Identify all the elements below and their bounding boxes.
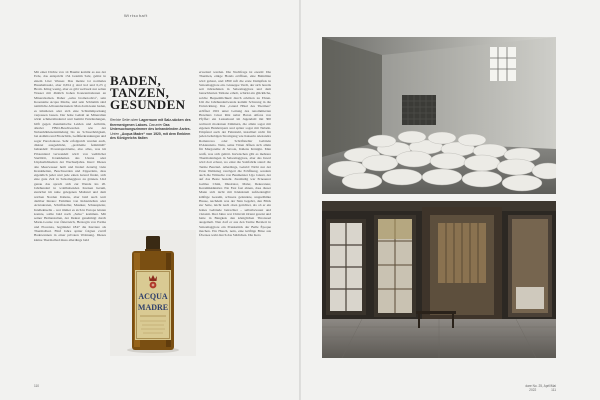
caption-label-2: Darunter bbox=[148, 122, 163, 127]
bottle-brand-top: ACQUA bbox=[138, 292, 168, 301]
bottle-photo bbox=[110, 230, 196, 356]
page-number-right: 111 bbox=[551, 388, 556, 392]
caption-label-1: Rechte Seite oben bbox=[110, 118, 139, 122]
section-label: Wirtschaft bbox=[124, 13, 148, 18]
salt-sacks-image bbox=[322, 37, 556, 194]
storage-room-photo bbox=[322, 37, 556, 194]
page-number-left: 110 bbox=[34, 384, 40, 388]
bottle-brand-bottom: MADRE bbox=[137, 303, 169, 312]
page-gutter bbox=[299, 0, 301, 400]
article-column-1: Mit einer Dichte von 14 Baumé kommt es aus der Erde, das entspricht 154 Gramm Salz, gelöst in einem Liter Wasser. Das meiste ist normales Haushaltssalz, aber 0,654 g sind Iod und 0,23 g Brom. Kling wenig, aber es gibt weltweit nur selten Wasser mit ähnlich hohen Konzentrationen an Mineralsalzen. Daher „salsa bromoiodica“, sein Kosename Acqua Madre, und sein Schlamm sind natürliche Allroundarzneien: Man darin kann baden, es inhalieren oder sich eine Schlammpackung verpassen lassen. Der hohe Gehalt an Mineralien wirkt schmerzlindernd und hemmt Entzündungen, hilft gegen rheumatische Leiden und Arthritis, allerlei HNO-Beschwerden wie der Nebenhöhlenentzündung bis zu Schwerhörigkeit, bei Asthma und Bronchitis, Gefäßerkrankungen und sogar Parodontose. Sehr erfolgreich wurden auch, diskret ausgedrückt, „probleme femminili“ behandelt: Prostataprobleme, also alles, was im Pilotenland verwandelt wird: von weiblicher Sterilität, Krankheiten des Uterus oder Unpässlichkeiten der Wechseljahre. Kurz: Dieses alte Meerwasser heilt und lindert derartig viele Krankheiten, Beschwerden und Zipperlein, dass eigentlich jeder und jede einen Grund findet, sich eine gute Zeit in Salsomaggiore zu gönnen. Und genau das sprach sich zur Wende ins 20. Jahrhundert in wohlhabenden Kreisen herum, zunächst im nahe gelegenen Mailand und dem reichen Norden Italiens, aber bald auch weit darüber hinaus: Familien von Industriellen oder Aristokraten, Schriftsteller, Musiker, Schauspieler, Intellektuelle – wer immer es sich in Europa leisten konnte, sollte bald nach „Salso“ kommen. Mit seiner Heilanstalten, der Dekret genehmigt durch Marie-Louise von Österreich, Herzogin von Parma und Piacenza, begründet 1847 die Karriere als Thermalbad. Fünf Jahre später folgten zwölf Badewannen in einer privaten Wohnung. Dieses kleine Thermalbad muss allerdings bald bbox=[34, 70, 106, 242]
doctor-room-photo bbox=[322, 201, 556, 358]
article-column-3: erweitert werden. Die Nachfrage ist enorm: Die Thermen, einige Hotels eröffnen, eine Bahnlinie wird gebaut, und 1890 ruft die erste Dampflok in Salsomaggiore ein. Giuseppe Verdi, der sich bereits seit Jahrzehnten in Salsomaggiore und dem benachbarten Tabiano erholt, schickt ein glückliche, solche Bequemlichkeit durch erlebten zu Ehren. Um die Jahrhundertwende kommt Schwung in die Entwicklung. Das „Grand Hôtel des Thermes“ eröffnet 1901 unter Leitung des renommierten Hoteliers César Ritz nebst Baron Alfons von Pfyffer: ein Luxushotel im Jugendstil mit 300 weltweit modernen Zimmern, die allein sogar mit eigenen Heizkörpern und später sogar mit Nebeln. Empfand auch der Fahrstuhl, installiert nicht für jeden beliebigen Stromgang wie Kaiserin Alexandra Romanowa oder Schriftsteller Gabriele D'Annunzio. Nein, seine Türen öffnen sich allein für Margarethe di Savoia, Italiens Königin. Man weiß, was sich gehört. Inzwischen gibt es mehrere Thermalanlagen in Salsomaggiore, aber das Juwel wird dort erbaut, wo einst die Salzfabrik stand: die Terme Berzieri. Allerdings, Gelald: Nicht nur der Erste Weltkrieg verzögert die Eröffnung, sondern auch die Wünsche von Baumeister Ugo Giusti, der auf das Beste besteht. Zuständig war Erneuerer Galileo Chini, Illustrator, Maler, Dekorateur, Keramikkünstler. Ein Fest fast ahnen, dass dieser Mann sich nicht mit Kleinkram zufriedengibt: kräftige Gesamt, schwere gelandete, ungezähmte Hause, nachdem was der Sinn begehrt, den Blick zur Seite, leicht nach oben gerichtet, als ob er ein hohes Gebäude betrachtet – selbstbewusst und visionär. Drei Jahre war Chini im Orient gereist und hatte in Bangkok den königlichen Thronsaal ausgemalt. Nun darf er aus den Terme Berzieri in Salsomaggiore ein Prunkstück der Belle Époque machen. Ein Hauch, nein, eine kräftige Brise aus Übersee weht durch das Städtchen. Die Kera bbox=[199, 70, 271, 238]
headline-line-1: BADEN, bbox=[110, 73, 162, 88]
acqua-madre-bottle-image bbox=[110, 230, 196, 356]
page-footer-right bbox=[510, 384, 556, 392]
examination-room-image bbox=[322, 201, 556, 358]
headline-line-2: TANZEN, bbox=[110, 84, 170, 100]
headline-line-3: GESUNDEN bbox=[110, 96, 186, 112]
photo-caption bbox=[110, 118, 196, 141]
caption-text-1: Lagerraum mit Salz-säcken des thermenigenen Labors. bbox=[110, 118, 191, 127]
caption-text-3: „Acqua Madre“ von 1920, mit dem Emblem des Königreichs Italien bbox=[110, 131, 191, 140]
caption-text-2: Das Untersuchungszimmer des behandelnden Arztes. bbox=[110, 122, 191, 131]
caption-label-3: Unten bbox=[110, 131, 120, 136]
article-headline bbox=[110, 75, 196, 110]
issue-info: dare No. 25, April/Mai 2022 bbox=[525, 384, 556, 392]
